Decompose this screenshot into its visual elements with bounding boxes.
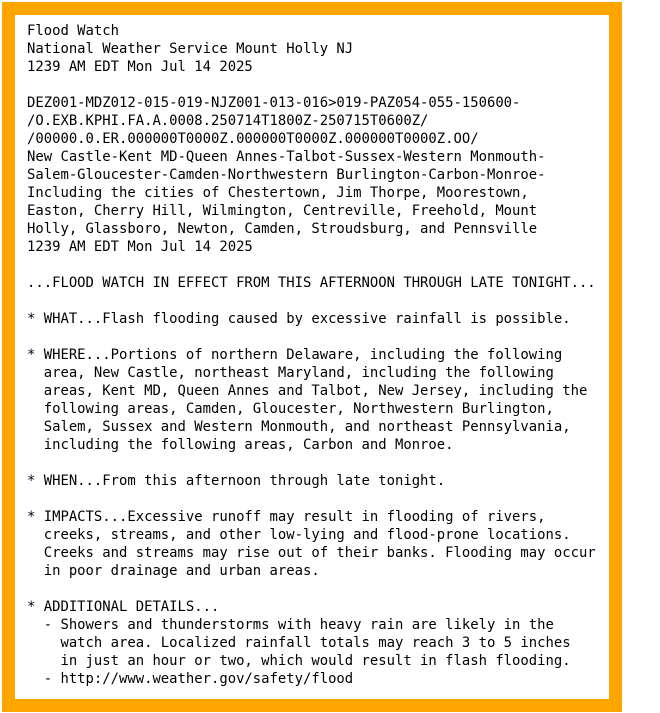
where-line: Salem, Sussex and Western Monmouth, and northeast Pennsylvania, — [27, 419, 571, 435]
vtec-line-1: /O.EXB.KPHI.FA.A.0008.250714T1800Z-250715T0600Z/ — [27, 113, 429, 129]
bulletin-frame — [2, 2, 622, 712]
bulletin-text — [27, 22, 596, 688]
segment-issue-time: 1239 AM EDT Mon Jul 14 2025 — [27, 239, 253, 255]
headline: ...FLOOD WATCH IN EFFECT FROM THIS AFTERNOON THROUGH LATE TONIGHT... — [27, 275, 596, 291]
cities-line: Easton, Cherry Hill, Wilmington, Centreville, Freehold, Mount — [27, 203, 538, 219]
zone-line: New Castle-Kent MD-Queen Annes-Talbot-Sussex-Western Monmouth- — [27, 149, 546, 165]
impacts-line: in poor drainage and urban areas. — [27, 563, 320, 579]
cities-line: Holly, Glassboro, Newton, Camden, Stroudsburg, and Pennsville — [27, 221, 538, 237]
when-section: * WHEN...From this afternoon through late tonight. — [27, 473, 446, 489]
ugc-codes: DEZ001-MDZ012-015-019-NJZ001-013-016>019-PAZ054-055-150600- — [27, 95, 521, 111]
cities-line: Including the cities of Chestertown, Jim Thorpe, Moorestown, — [27, 185, 529, 201]
zone-line: Salem-Gloucester-Camden-Northwestern Burlington-Carbon-Monroe- — [27, 167, 546, 183]
impacts-line: creeks, streams, and other low-lying and flood-prone locations. — [27, 527, 571, 543]
vtec-line-2: /00000.0.ER.000000T0000Z.000000T0000Z.000000T0000Z.OO/ — [27, 131, 479, 147]
safety-link[interactable]: - http://www.weather.gov/safety/flood — [27, 671, 354, 687]
where-line: * WHERE...Portions of northern Delaware, including the following — [27, 347, 563, 363]
additional-detail-line: watch area. Localized rainfall totals may reach 3 to 5 inches — [27, 635, 571, 651]
where-line: area, New Castle, northeast Maryland, including the following — [27, 365, 554, 381]
additional-details-heading: * ADDITIONAL DETAILS... — [27, 599, 220, 615]
product-name: Flood Watch — [27, 23, 119, 39]
impacts-line: Creeks and streams may rise out of their banks. Flooding may occur — [27, 545, 596, 561]
where-line: including the following areas, Carbon and Monroe. — [27, 437, 454, 453]
impacts-line: * IMPACTS...Excessive runoff may result in flooding of rivers, — [27, 509, 546, 525]
issuing-office: National Weather Service Mount Holly NJ — [27, 41, 354, 57]
where-line: areas, Kent MD, Queen Annes and Talbot, New Jersey, including the — [27, 383, 588, 399]
issue-time: 1239 AM EDT Mon Jul 14 2025 — [27, 59, 253, 75]
where-line: following areas, Camden, Gloucester, Northwestern Burlington, — [27, 401, 554, 417]
additional-detail-line: in just an hour or two, which would result in flash flooding. — [27, 653, 571, 669]
additional-detail-line: - Showers and thunderstorms with heavy rain are likely in the — [27, 617, 554, 633]
what-section: * WHAT...Flash flooding caused by excessive rainfall is possible. — [27, 311, 571, 327]
